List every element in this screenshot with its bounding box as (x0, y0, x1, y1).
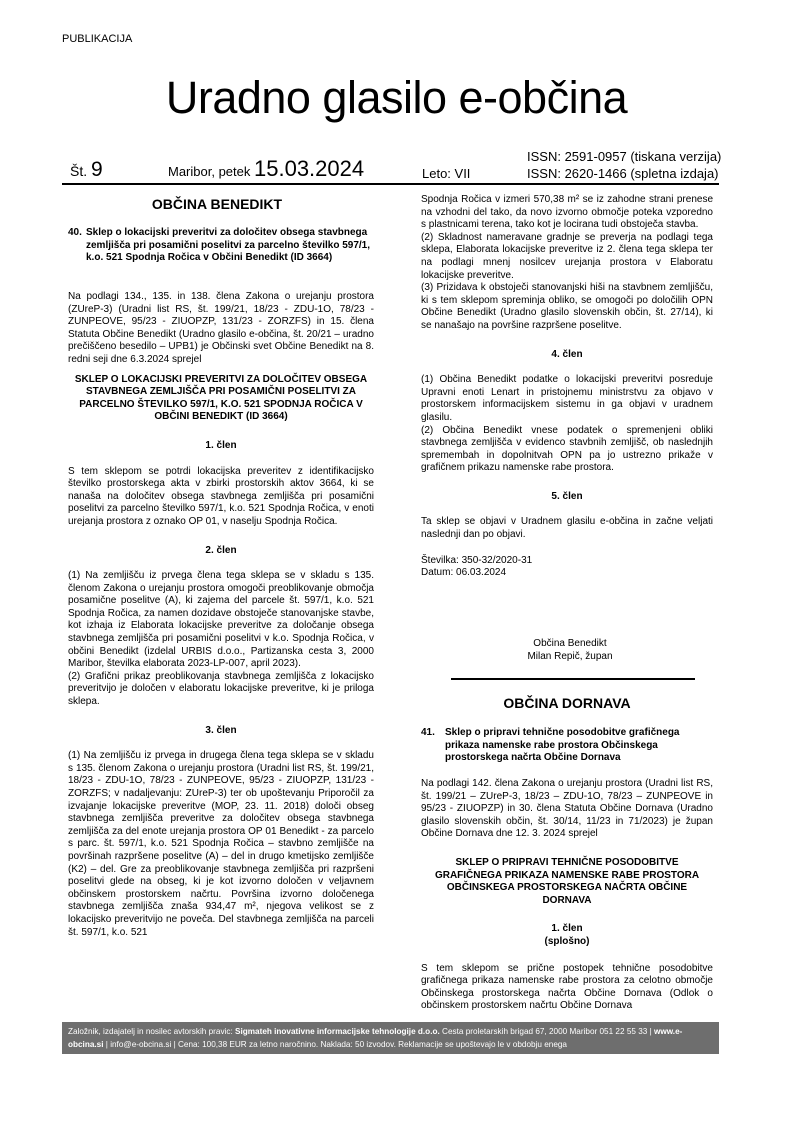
left-column-body (68, 291, 374, 939)
footer-address: Cesta proletarskih brigad 67, 2000 Maribor 051 22 55 33 (442, 1027, 648, 1036)
article-4-paragraph-1: (1) Občina Benedikt podatke o lokacijski preveritvi posreduje Upravni enoti Lenart in pristojnemu ministrstvu za objavo v prostorskem informacijskem sistemu in ga objavi v uradnem glasilu. (421, 374, 713, 423)
footer-publisher: Sigmateh inovativne informacijske tehnologije d.o.o. (235, 1027, 440, 1036)
footer-website-link[interactable]: www.e-obcina.si (68, 1027, 683, 1049)
reference-number: Številka: 350-32/2020-31 (421, 554, 533, 566)
preamble: Na podlagi 134., 135. in 138. člena Zakona o urejanju prostora (ZUreP-3) (Uradni list RS, št. 199/21, 18/23 - ZDU-1O, 78/23 - ZUNPEOVE, 95/23 - ZIUOPZP, 131/23 - ZORZFS) in 15. člena Statuta Občine Benedikt (Uradno glasilo e-občina, št. 20/21 – uradno prečiščeno besedilo – UPB1) je Občinski svet Občine Benedikt na 8. redni seji dne 6.3.2024 sprejel (68, 291, 374, 365)
article-2-title: 2. člen (205, 544, 237, 556)
municipality-heading: OBČINA BENEDIKT (151, 196, 283, 212)
decision-2-title (421, 727, 713, 765)
decision-2-number: 41. (421, 727, 435, 738)
issue-number (70, 158, 103, 182)
issue-prefix: Št. (70, 163, 88, 179)
article-3-continuation: Spodnja Ročica v izmeri 570,38 m² se iz zahodne strani prenese na vzhodni del tako, da novo izvorno območje poteka vzporedno s plastnicami terena, tako kot je locirana tudi obstoječa stavba. (421, 194, 713, 231)
issn-online: ISSN: 2620-1466 (spletna izdaja) (527, 166, 719, 181)
issue-year: Leto: VII (422, 166, 471, 181)
article-3-paragraph-3: (3) Prizidava k obstoječi stanovanjski hiši na stavbnem zemljišču, ki s tem sklepom spreminja obliko, se omogoči po določilih OPN Občine Benedikt (Uradno glasilo slovenskih občin, št. 27/14), ki se nanašajo na površine razpršene poselitve. (421, 282, 713, 331)
reference-date: Datum: 06.03.2024 (421, 567, 507, 579)
header-divider (62, 183, 719, 185)
signature-organization: Občina Benedikt (533, 638, 607, 649)
article-1b-subtitle: (splošno) (544, 935, 590, 947)
article-5-title: 5. člen (551, 490, 583, 502)
issue-place-day: Maribor, petek (168, 164, 251, 179)
footer-email-link[interactable]: info@e-obcina.si (110, 1040, 172, 1049)
preamble-2: Na podlagi 142. člena Zakona o urejanju prostora (Uradni list RS, št. 199/21 – ZUreP-3, 18/23 – ZDU-1O, 78/23 – ZUNPEOVE in 95/23 - ZIUOPZP) in 30. člena Statuta Občine Dornava (Uradno glasilo slovenskih občin, št. 30/14, 11/23 in 71/2023) je župan Občine Dornava dne 12. 3. 2024 sprejel (421, 778, 713, 840)
signature-name: Milan Repič, župan (527, 651, 613, 662)
sklep-heading-2: SKLEP O PRIPRAVI TEHNIČNE POSODOBITVE GRAFIČNEGA PRIKAZA NAMENSKE RABE PROSTORA OBČINSKEGA PROSTORSKEGA NAČRTA OBČINE DORNAVA (434, 856, 700, 906)
article-4-title: 4. člen (551, 348, 583, 360)
section-divider (451, 678, 695, 680)
article-1-text: S tem sklepom se potrdi lokacijska preveritev z identifikacijsko številko prostorskega akta v zbirki prostorskih aktov 3664, ki se nanaša na določitev obsega stavbnega zemljišča pri posamični poselitvi za parcelno številko 597/1, k.o. 521 Spodnja Ročica, v enoti urejanja prostora z oznako OP 01, v naselju Spodnja Ročica. (68, 465, 374, 527)
article-3-paragraph-2: (2) Skladnost nameravane gradnje se preverja na podlagi tega sklepa, Elaborata lokacijske preveritve iz 2. člena tega sklepa ter na podlagi mnenj nosilcev urejanja prostora v Elaboratu lokacijske preveritve. (421, 231, 713, 281)
article-4-paragraph-2: (2) Občina Benedikt vnese podatek o spremenjeni obliki stavbnega zemljišča v evidenco stavbnih zemljišč, ob naslednjih spremembah in dopolnitvah OPN pa jo ustrezno prikaže v grafičnem prikazu namenske rabe prostora. (421, 424, 713, 474)
article-5-text: Ta sklep se objavi v Uradnem glasilu e-občina in začne veljati naslednji dan po objavi. (421, 516, 713, 541)
article-2-paragraph-1: (1) Na zemljišču iz prvega člena tega sklepa se v skladu s 135. členom Zakona o urejanju prostora omogoči preoblikovanje območja posamične poselitve (A), ki zajema del parcele št. 597/1, k.o. 521 Spodnja Ročica, za namen dozidave obstoječe stanovanjske stavbe, kot izhaja iz Elaborata lokacijske preveritve za določanje obsega stavbnega zemljišča pri posamični poselitvi v k.o. Spodnja Ročica, v občini Benedikt (izdelal URBIS d.o.o., Partizanska cesta 3, 2000 Maribor, številka elaborata 2023-LP-007, april 2023). (68, 570, 374, 670)
issue-date-value: 15.03.2024 (254, 156, 365, 181)
footer-terms: Cena: 100,38 EUR za letno naročnino. Naklada: 50 izvodov. Reklamacije se upoštevajo le v obdobju enega (177, 1040, 567, 1049)
decision-title-text: Sklep o lokacijski preveritvi za določitev obsega stavbnega zemljišča pri posamični poselitvi za parcelno številko 597/1, k.o. 521 Spodnja Ročica v Občini Benedikt (ID 3664) (86, 227, 371, 264)
decision-title (68, 227, 374, 265)
issue-number-value: 9 (91, 158, 103, 181)
publication-label: PUBLIKACIJA (62, 33, 133, 45)
right-column-body (421, 194, 713, 580)
issue-date (168, 156, 364, 182)
municipality-heading-2: OBČINA DORNAVA (503, 695, 631, 711)
article-1-title: 1. člen (205, 439, 237, 451)
article-2-paragraph-2: (2) Grafični prikaz preoblikovanja stavbnega zemljišča z lokacijsko preveritvijo je določen v elaboratu lokacijske preveritve, ki je priloga sklepa. (68, 670, 374, 708)
article-1b-text: S tem sklepom se prične postopek tehnične posodobitve grafičnega prikaza namenske rabe prostora za celotno območje Občinskega prostorskega načrta Občine Dornava (Odlok o občinskem prostorskem načrtu Občine Dornava (421, 962, 713, 1012)
signature-block (470, 637, 670, 663)
article-3-text: (1) Na zemljišču iz prvega in drugega člena tega sklepa se v skladu s 135. členom Zakona o urejanju prostora (Uradni list RS, št. 199/21, 18/23 - ZDU-1O, 78/23 - ZUNPEOVE, 95/23 - ZIUOPZP, 131/23 - ZORZFS; v nadaljevanju: ZUreP-3) ter ob upoštevanju Priporočil za izvajanje lokacijske preveritve (MOP, 23. 11. 2018) določi obseg stavbnega zemljišča preveritve za določitev obsega stavbnega zemljišča za del enote urejanja prostora OP 01 Benedikt - za parcelo s parc. št. 597/1, k.o. 521 Spodnja Ročica – stavbno zemljišče na površinah razpršene poselitve (A) – del in drugo kmetijsko zemljišče (K2) – del. Gre za preoblikovanje stavbnega zemljišča pri razpršeni poselitvi glede na obseg, ki je kot izvorno določen v veljavnem občinskem prostorskem načrtu. Površina izvorno določenega stavbnega zemljišča znaša 934,47 m², njegova velikost se z lokacijsko preveritvijo ne poveča. Del stavbnega zemljišča na parceli št. 597/1, k.o. 521 (68, 750, 374, 938)
footer-bar: Založnik, izdajatelj in nosilec avtorskih pravic: Sigmateh inovativne informacijske tehnologije d.o.o. Cesta proletarskih brigad 67, 2000 Maribor 051 22 55 33 | www.e-obcina.si | info@e-obcina.si | Cena: 100,38 EUR za letno naročnino. Naklada: 50 izvodov. Reklamacije se upoštevajo le v obdobju enega (62, 1022, 719, 1054)
sklep-heading: SKLEP O LOKACIJSKI PREVERITVI ZA DOLOČITEV OBSEGA STAVBNEGA ZEMLJIŠČA PRI POSAMIČNI POSELITVI ZA PARCELNO ŠTEVILKO 597/1, K.O. 521 SPODNJA ROČICA V OBČINI BENEDIKT (ID 3664) (74, 373, 368, 423)
decision-number: 40. (68, 227, 82, 238)
right-column-body-2 (421, 778, 713, 1013)
article-1b-title: 1. člen (551, 923, 583, 935)
masthead-title: Uradno glasilo e-občina (165, 72, 628, 123)
footer-lead: Založnik, izdajatelj in nosilec avtorskih pravic: (68, 1027, 233, 1036)
issn-print: ISSN: 2591-0957 (tiskana verzija) (527, 149, 722, 164)
article-3-title: 3. člen (205, 724, 237, 736)
decision-2-title-text: Sklep o pripravi tehnične posodobitve grafičnega prikaza namenske rabe prostora Občinskega prostorskega načrta Občine Dornava (445, 727, 680, 764)
